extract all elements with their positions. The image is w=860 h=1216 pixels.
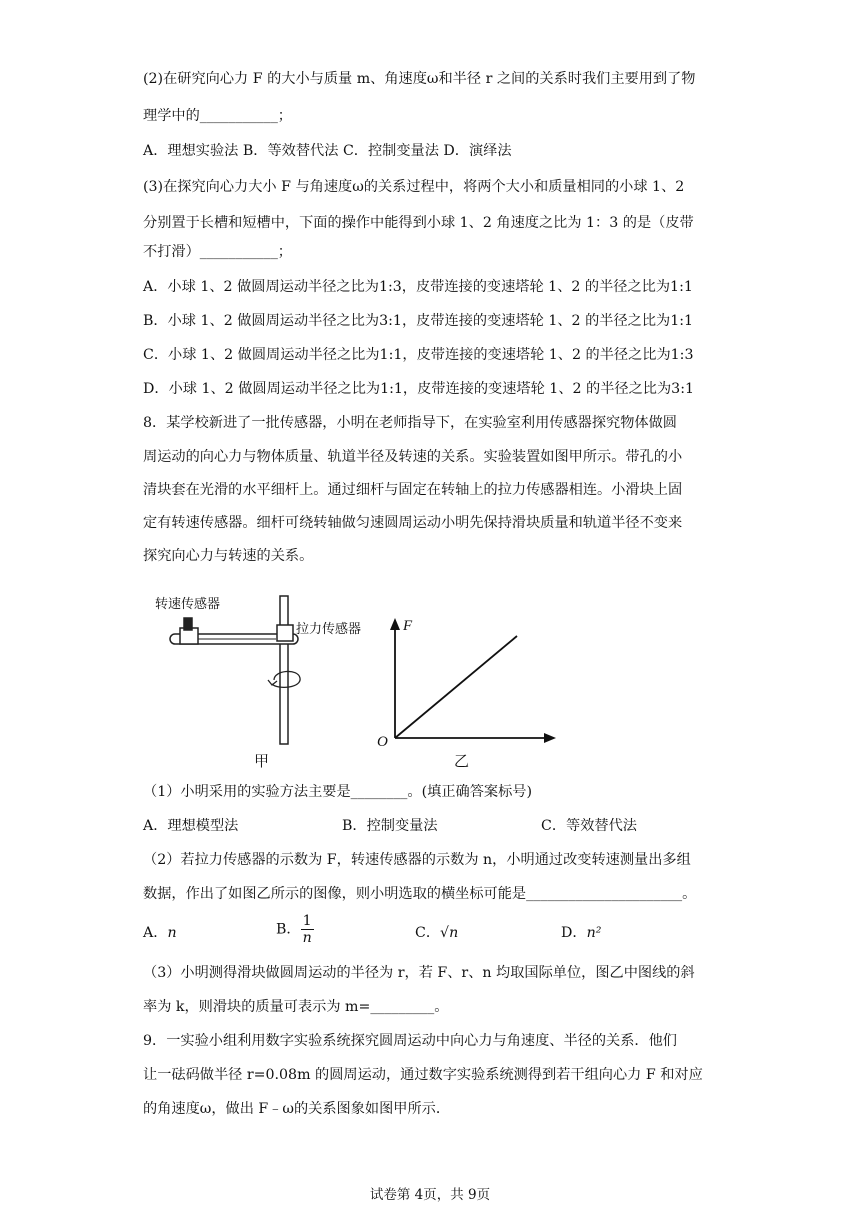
q7-part3-option-c: C．小球 1、2 做圆周运动半径之比为1:1，皮带连接的变速塔轮 1、2 的半径之比为1:3 xyxy=(143,347,694,363)
speed-sensor-label: 转速传感器 xyxy=(155,596,221,611)
q7-part3-option-b: B．小球 1、2 做圆周运动半径之比为3:1，皮带连接的变速塔轮 1、2 的半径之比为1:1 xyxy=(143,313,694,329)
q8-sub2-line2: 数据，作出了如图乙所示的图像，则小明选取的横坐标可能是______________________。 xyxy=(143,886,697,902)
q7-part3-line1: (3)在探究向心力大小 F 与角速度ω的关系过程中，将两个大小和质量相同的小球 1、2 xyxy=(143,179,685,195)
option-c-value: √n xyxy=(440,925,459,941)
page-footer: 试卷第 4页，共 9页 xyxy=(369,1187,491,1203)
q7-part3-option-a: A．小球 1、2 做圆周运动半径之比为1:3，皮带连接的变速塔轮 1、2 的半径之比为1:1 xyxy=(143,279,693,295)
option-b-denominator: n xyxy=(302,930,312,946)
graph-origin-label: O xyxy=(377,734,388,750)
graph-y-arrowhead xyxy=(390,618,400,630)
q8-sub2-option-a xyxy=(143,923,177,943)
q8-sub2-option-b xyxy=(276,913,314,946)
q8-sub1-option-c: C．等效替代法 xyxy=(541,818,637,834)
q7-part3-option-d: D．小球 1、2 做圆周运动半径之比为1:1，皮带连接的变速塔轮 1、2 的半径之比为3:1 xyxy=(143,381,695,397)
speed-sensor-body xyxy=(184,618,192,630)
q7-part2-options: A．理想实验法 B．等效替代法 C．控制变量法 D．演绎法 xyxy=(143,143,512,159)
graph-yi xyxy=(377,618,556,770)
option-b-label: B． xyxy=(276,921,301,938)
option-d-value: n² xyxy=(586,925,602,941)
q8-line2: 周运动的向心力与物体质量、轨道半径及转速的关系。实验装置如图甲所示。带孔的小 xyxy=(143,449,683,465)
q9-line1: 9．一实验小组利用数字实验系统探究圆周运动中向心力与角速度、半径的关系．他们 xyxy=(143,1033,677,1049)
figure-jia-label: 甲 xyxy=(254,753,270,770)
apparatus-diagram xyxy=(170,596,300,744)
q8-line3: 清块套在光滑的水平细杆上。通过细杆与固定在转轴上的拉力传感器相连。小滑块上固 xyxy=(143,482,683,498)
q8-sub2-option-d xyxy=(561,923,601,943)
graph-data-line xyxy=(395,636,517,738)
tension-sensor-label: 拉力传感器 xyxy=(296,621,362,636)
option-d-label: D． xyxy=(561,925,587,941)
q9-line3: 的角速度ω，做出 F﹣ω的关系图象如图甲所示． xyxy=(143,1101,451,1117)
q8-line4: 定有转速传感器。细杆可绕转轴做匀速圆周运动小明先保持滑块质量和轨道半径不变来 xyxy=(143,515,683,531)
option-b-numerator: 1 xyxy=(302,913,312,929)
graph-x-arrowhead xyxy=(544,733,556,743)
tension-sensor-body xyxy=(277,625,293,641)
figure-yi-label: 乙 xyxy=(454,753,470,770)
q7-part3-line2: 分别置于长槽和短槽中，下面的操作中能得到小球 1、2 角速度之比为 1：3 的是（皮带 xyxy=(143,215,694,231)
q8-sub2-line1: （2）若拉力传感器的示数为 F，转速传感器的示数为 n，小明通过改变转速测量出多组 xyxy=(143,852,691,868)
q9-line2: 让一砝码做半径 r=0.08m 的圆周运动，通过数字实验系统测得到若干组向心力 F 和对应 xyxy=(143,1067,703,1083)
q8-line1: 8．某学校新进了一批传感器，小明在老师指导下，在实验室利用传感器探究物体做圆 xyxy=(143,415,677,431)
q8-sub1-option-b: B．控制变量法 xyxy=(342,818,438,834)
q8-sub1-option-a: A．理想模型法 xyxy=(143,818,239,834)
q8-sub3-line2: 率为 k，则滑块的质量可表示为 m=_________。 xyxy=(143,999,449,1015)
q8-sub3-line1: （3）小明测得滑块做圆周运动的半径为 r，若 F、r、n 均取国际单位，图乙中图线的斜 xyxy=(143,965,695,981)
option-a-value: n xyxy=(167,925,177,941)
graph-y-axis-label: F xyxy=(403,618,413,634)
rotation-arrowhead-icon xyxy=(268,680,277,685)
option-b-fraction xyxy=(301,913,314,946)
rotating-shaft xyxy=(280,596,288,744)
q8-line5: 探究向心力与转速的关系。 xyxy=(143,548,314,564)
q7-part2-line2: 理学中的___________； xyxy=(143,108,292,124)
q8-figure xyxy=(150,588,570,773)
q8-figure-svg xyxy=(150,588,570,773)
q8-sub1-line: （1）小明采用的实验方法主要是________。(填正确答案标号) xyxy=(143,784,532,800)
option-c-label: C． xyxy=(415,925,441,941)
option-a-label: A． xyxy=(143,925,168,941)
q7-part2-line1: (2)在研究向心力 F 的大小与质量 m、角速度ω和半径 r 之间的关系时我们主要用到了物 xyxy=(143,71,696,87)
q8-sub2-option-c xyxy=(415,923,458,943)
q7-part3-line3: 不打滑）___________； xyxy=(143,244,292,260)
